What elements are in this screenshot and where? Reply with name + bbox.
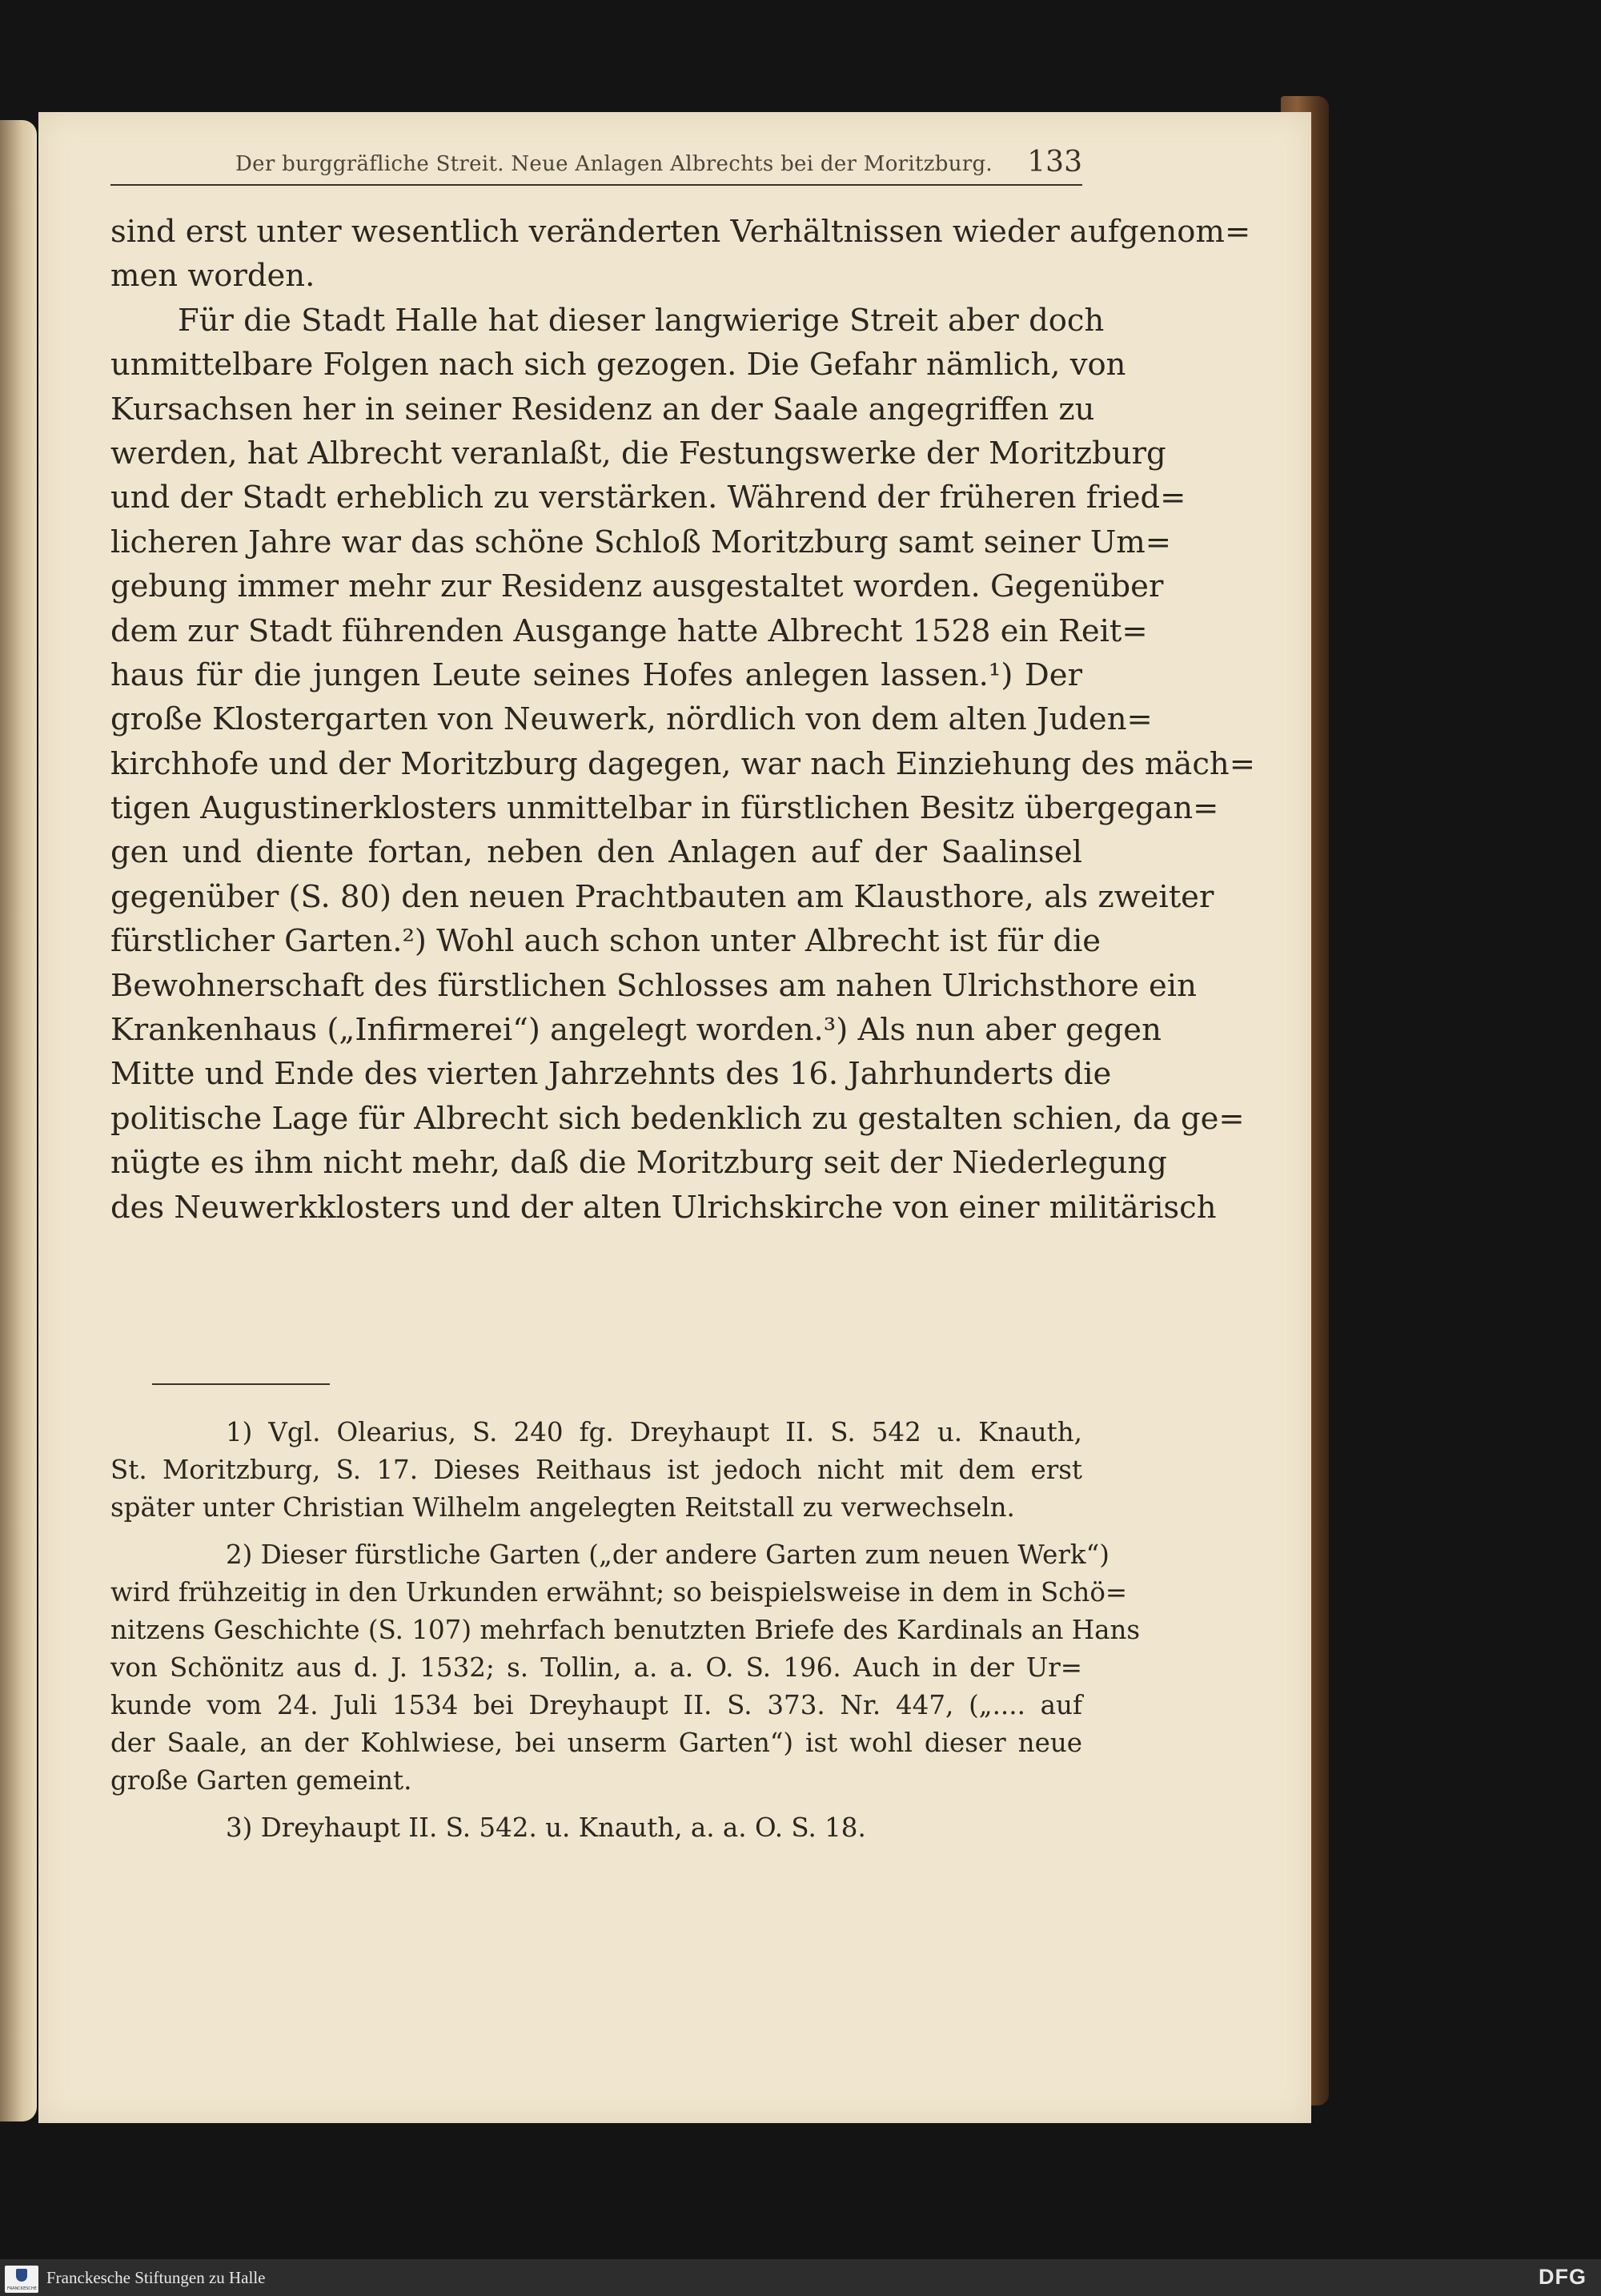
page-number: 133 <box>1027 146 1082 179</box>
body-line: Krankenhaus („Infirmerei“) angelegt worden.³) Als nun aber gegen <box>110 1012 1162 1049</box>
body-line: unmittelbare Folgen nach sich gezogen. Die Gefahr nämlich, von <box>110 347 1126 383</box>
body-line: men worden. <box>110 258 315 295</box>
body-line: des Neuwerkklosters und der alten Ulrichskirche von einer militärisch <box>110 1189 1217 1226</box>
footnote-line: nitzens Geschichte (S. 107) mehrfach benutzten Briefe des Kardinals an Hans <box>110 1615 1141 1645</box>
institution-logo[interactable] <box>5 2266 64 2293</box>
footnote-line: 2) Dieser fürstliche Garten („der andere Garten zum neuen Werk“) <box>226 1539 1109 1570</box>
body-line: und der Stadt erheblich zu verstärken. Während der früheren fried= <box>110 480 1186 516</box>
body-line: licheren Jahre war das schöne Schloß Moritzburg samt seiner Um= <box>110 524 1172 560</box>
left-page-edge <box>0 120 37 2121</box>
dfg-logo[interactable]: DFG <box>1539 2265 1587 2289</box>
footnote-line: 1) Vgl. Olearius, S. 240 fg. Dreyhaupt II. S. 542 u. Knauth, <box>226 1417 1082 1447</box>
footnote-line: St. Moritzburg, S. 17. Dieses Reithaus ist jedoch nicht mit dem erst <box>110 1455 1082 1485</box>
footnote-line: 3) Dreyhaupt II. S. 542. u. Knauth, a. a. O. S. 18. <box>226 1812 866 1843</box>
page-header <box>110 142 1082 186</box>
footnote-3 <box>110 1809 1082 1847</box>
body-line: tigen Augustinerklosters unmittelbar in fürstlichen Besitz übergegan= <box>110 790 1219 827</box>
body-line: fürstlicher Garten.²) Wohl auch schon unter Albrecht ist für die <box>110 923 1101 960</box>
body-line: große Klostergarten von Neuwerk, nördlich von dem alten Juden= <box>110 701 1153 738</box>
body-line: werden, hat Albrecht veranlaßt, die Festungswerke der Moritzburg <box>110 435 1166 472</box>
body-line: gen und diente fortan, neben den Anlagen auf der Saalinsel <box>110 834 1082 871</box>
body-line: gegenüber (S. 80) den neuen Prachtbauten am Klausthore, als zweiter <box>110 878 1214 915</box>
body-line: gebung immer mehr zur Residenz ausgestaltet worden. Gegenüber <box>110 568 1164 605</box>
running-title: Der burggräfliche Streit. Neue Anlagen Albrechts bei der Moritzburg. <box>235 152 993 176</box>
body-line: haus für die jungen Leute seines Hofes anlegen lassen.¹) Der <box>110 656 1082 693</box>
body-line: nügte es ihm nicht mehr, daß die Moritzburg seit der Niederlegung <box>110 1145 1167 1182</box>
footnote-divider <box>152 1383 330 1385</box>
logo-text: FRANCKESCHE STIFTUNGEN <box>7 2286 64 2291</box>
footnote-line: der Saale, an der Kohlwiese, bei unserm Garten“) ist wohl dieser neue <box>110 1728 1082 1758</box>
body-line: kirchhofe und der Moritzburg dagegen, war nach Einziehung des mäch= <box>110 745 1255 782</box>
footnote-line: später unter Christian Wilhelm angelegten Reitstall zu verwechseln. <box>110 1492 1015 1523</box>
body-line: Für die Stadt Halle hat dieser langwierige Streit aber doch <box>178 302 1105 339</box>
footnote-line: wird frühzeitig in den Urkunden erwähnt; so beispielsweise in dem in Schö= <box>110 1577 1128 1608</box>
body-line: Kursachsen her in seiner Residenz an der Saale angegriffen zu <box>110 391 1095 427</box>
body-line: sind erst unter wesentlich veränderten Verhältnissen wieder aufgenom= <box>110 214 1251 250</box>
footnote-2 <box>110 1536 1141 1800</box>
body-text <box>110 210 1255 1230</box>
crest-icon <box>16 2269 27 2282</box>
footnote-line: von Schönitz aus d. J. 1532; s. Tollin, a. a. O. S. 196. Auch in der Ur= <box>110 1652 1082 1683</box>
footnotes <box>110 1414 1141 1856</box>
body-line: Bewohnerschaft des fürstlichen Schlosses am nahen Ulrichsthore ein <box>110 967 1197 1004</box>
body-line: Mitte und Ende des vierten Jahrzehnts des 16. Jahrhunderts die <box>110 1056 1112 1093</box>
footnote-1 <box>110 1414 1082 1527</box>
footnote-line: kunde vom 24. Juli 1534 bei Dreyhaupt II. S. 373. Nr. 447, („.... auf <box>110 1690 1082 1720</box>
institution-name[interactable]: Franckesche Stiftungen zu Halle <box>46 2268 266 2287</box>
footnote-line: große Garten gemeint. <box>110 1765 412 1796</box>
body-line: dem zur Stadt führenden Ausgange hatte Albrecht 1528 ein Reit= <box>110 612 1148 649</box>
body-line: politische Lage für Albrecht sich bedenklich zu gestalten schien, da ge= <box>110 1100 1245 1137</box>
viewer-footer-bar <box>0 2259 1601 2296</box>
